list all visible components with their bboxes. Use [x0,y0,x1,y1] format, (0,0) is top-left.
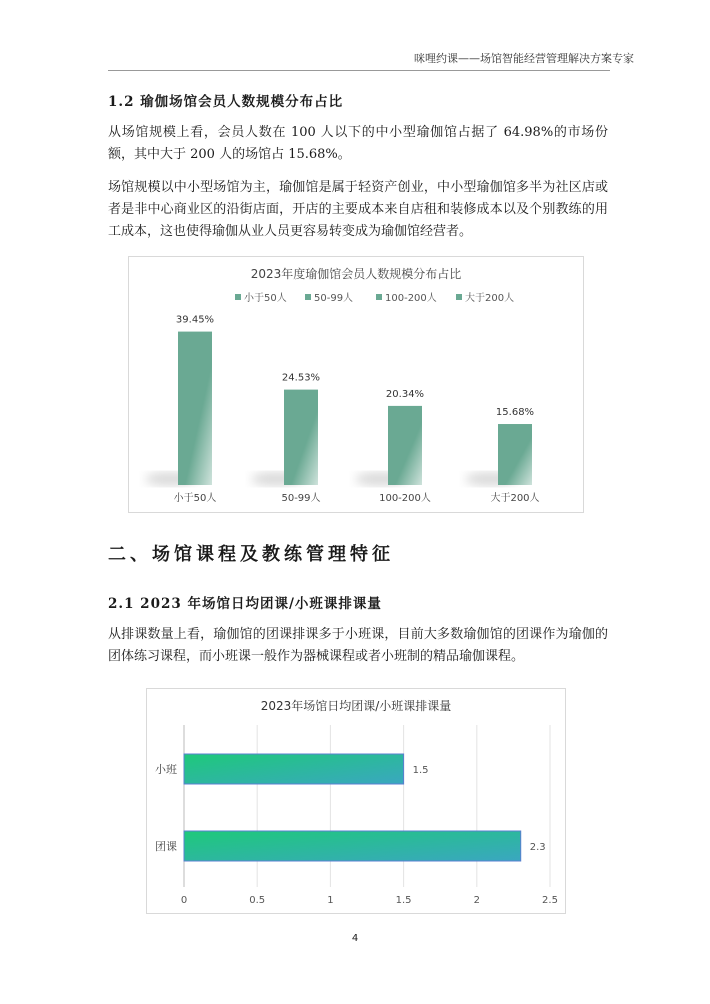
x-tick-label: 0 [180,895,188,906]
bar [184,754,404,784]
header-rule [108,70,610,71]
bar-value-label: 24.53% [281,372,321,384]
x-tick-label: 1.5 [395,895,412,906]
page-number: 4 [351,933,359,944]
paragraph-2: 场馆规模以中小型场馆为主，瑜伽馆是属于轻资产创业，中小型瑜伽馆多半为社区店或者是非中心商业区的沿街店面，开店的主要成本来自店租和装修成本以及个别教练的用工成本，这也使得瑜伽从业人员更容易转变成为瑜伽馆经营者。 [108,180,608,239]
x-tick-label: 1 [327,895,334,906]
legend-label: 50-99人 [314,293,354,304]
chart-title: 2023年度瑜伽馆会员人数规模分布占比 [250,267,462,281]
category-label: 100-200人 [379,493,431,504]
section-heading-2: 二、场馆课程及教练管理特征 [108,544,394,565]
bar [498,424,532,485]
paragraph-3: 从排课数量上看，瑜伽馆的团课排课多于小班课，目前大多数瑜伽馆的团课作为瑜伽的团体练习课程，而小班课一般作为器械课程或者小班制的精品瑜伽课程。 [108,627,608,664]
legend-swatch [376,294,382,300]
bar [284,390,318,485]
legend-swatch [235,294,241,300]
chart-title: 2023年场馆日均团课/小班课排课量 [260,699,452,713]
page-header: 咪哩约课——场馆智能经营管理解决方案专家 [414,52,634,65]
bar-value-label: 1.5 [412,765,429,776]
x-tick-label: 0.5 [249,895,266,906]
legend-swatch [305,294,311,300]
paragraph-1: 从场馆规模上看，会员人数在 100 人以下的中小型瑜伽馆占据了 64.98%的市场份额，其中大于 200 人的场馆占 15.68%。 [108,125,608,162]
chart-member-scale [128,256,584,513]
section-heading-2-1: 2.1 2023 年场馆日均团课/小班课排课量 [108,596,382,612]
legend-label: 小于50人 [244,293,287,304]
chart-class-schedule [146,688,566,914]
bar-value-label: 20.34% [385,388,425,400]
legend-label: 大于200人 [465,293,515,304]
chart-member-scale-svg [129,257,583,512]
bar [388,406,422,485]
chart-class-schedule-svg [147,689,565,913]
bar-value-label: 15.68% [495,407,535,419]
category-label: 团课 [155,840,177,853]
bar-value-label: 2.3 [529,842,546,853]
bar-value-label: 39.45% [175,314,215,326]
x-tick-label: 2 [473,895,480,906]
category-label: 小班 [155,763,177,776]
category-label: 小于50人 [173,493,217,504]
bar [178,332,212,485]
category-label: 50-99人 [281,493,321,504]
legend-label: 100-200人 [385,293,437,304]
bar [184,831,521,861]
section-heading-1-2: 1.2 瑜伽场馆会员人数规模分布占比 [108,94,344,110]
x-tick-label: 2.5 [542,895,558,906]
legend-swatch [456,294,462,300]
category-label: 大于200人 [490,493,540,504]
